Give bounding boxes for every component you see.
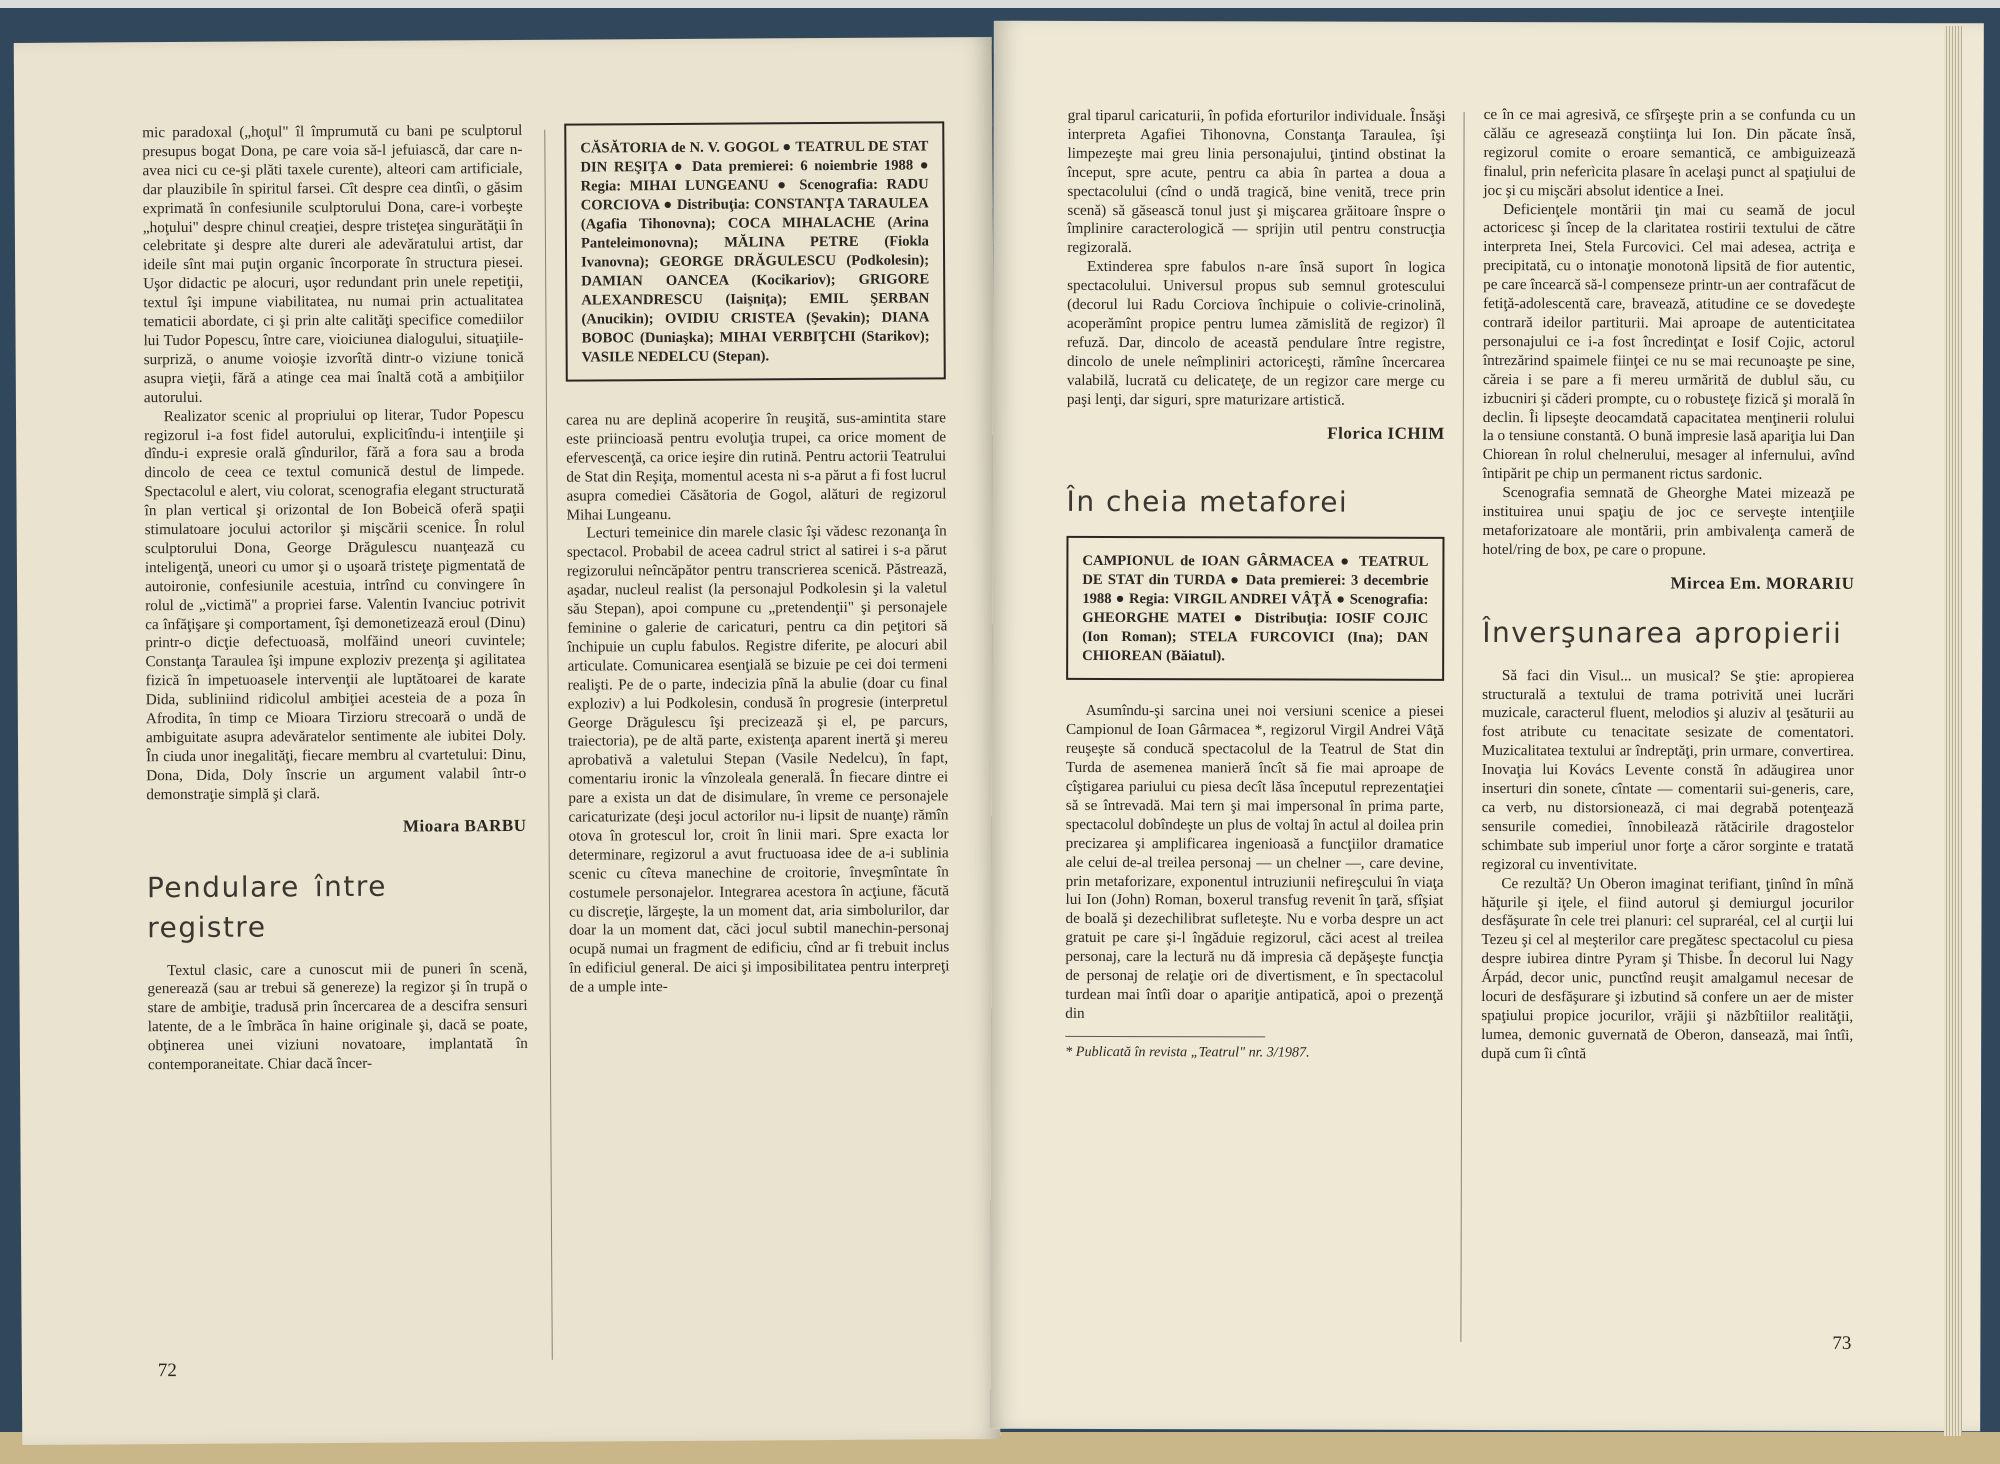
paragraph: Realizator scenic al propriului op literar, Tudor Popescu regizorul i-a fost fidel autorului, explicitîndu-i intenţiile şi dîndu-i expresie orală gîndurilor, fără a fora sau a broda dincolo de ceea ce textul comunică destul de limpede. Spectacolul e alert, viu colorat, scenografia elegant structurată în plan vertical şi orizontal de Ion Bobeică oferă spaţii stimulatoare jocului actorilor şi mişcării scenice. În rolul sculptorului Dona, George Drăgulescu nuanţează cu inteligenţă, uneori cu umor şi o uşoară tristeţe pigmentată de autoironie, confesiunile acestuia, intrînd cu convingere în rolul de „victimă" a propriei farse. Valentin Ivanciuc potrivit ca înfăţişare şi comportament, îşi demonetizează eroul (Dinu) printr-o dicţie defectuoasă, molfăind uneori cuvintele; Constanţa Taraulea îşi impune exploziv prezenţa şi agilitatea fizică în impetuoasele intervenţii ale luptătoarei de karate Dida, subliniind ridicolul ambiţiei acesteia de a poza în Afrodita, în timp ce Mioara Tirzioru strecoară o undă de ambiguitate asupra adevăratelor sentimente ale iubitei Doly. În ciuda unor inegalităţi, fiecare membru al cvartetului: Dinu, Dona, Dida, Doly înscrie un argument valabil într-o demonstraţie simplă şi clară. <box>144 405 527 803</box>
paragraph: Asumîndu-şi sarcina unei noi versiuni scenice a piesei Campionul de Ioan Gârmacea *, regizorul Virgil Andrei Vâţă reuşeşte să conducă spectacolul de la Teatrul de Stat din Turda de asemenea manieră încît să fie mai aproape de cîştigarea pariului cu piesa decît lăsa începutul reprezentaţiei să se întrevadă. Mai tern şi mai impersonal în prima parte, spectacolul dobîndeşte un plus de voltaj în actul al doilea prin precizarea şi amplificarea ingenioasă a funcţiilor dramatice ale celui de-al treilea personaj — un chelner —, care devine, prin metaforizare, exponentul intruziunii nefireşcului în viaţa lui Ion (John) Roman, boxerul transfug revenit în ţară, sfîşiat de boală şi dezechilibrat sufleteşte. Nu e vorba despre un act gratuit pe care şi-l îngăduie regizorul, căci acest al treilea personaj, care la lectură nu dă impresia că depăşeşte funcţia de personaj de relaţie ori de divertisment, e în spectacolul turdean mai întîi doar o apariţie antipatică, apoi o prezenţă din <box>1065 702 1445 1022</box>
cast-info-text: CĂSĂTORIA de N. V. GOGOL ● TEATRUL DE STAT DIN REŞIŢA ● Data premierei: 6 noiembrie 1988 ● Regia: MIHAI LUNGEANU ● Scenografia: RADU CORCIOVA ● Distribuţia: CONSTANŢA TARAULEA (Agafia Tihonovna); COCA MIHALACHE (Arina Panteleimonovna); MĂLINA PETRE (Fiokla Ivanovna); GEORGE DRĂGULESCU (Podkolesin); DAMIAN OANCEA (Kocikariov); GRIGORE ALEXANDRESCU (Iaişniţa); EMIL ŞERBAN (Anucikin); OVIDIU CRISTEA (Şevakin); DIANA BOBOC (Duniaşka); MIHAI VERBIŢCHI (Starikov); VASILE NEDELCU (Stepan). <box>580 138 930 366</box>
right-page <box>990 21 1984 1432</box>
paragraph: Să faci din Visul... un musical? Se ştie: apropierea structurală a textului de trama potrivită unei lucrări muzicale, caracterul fluent, melodios şi aluziv al ţesăturii au fost atribute cu tenacitate sesizate de comentatori. Muzicalitatea textului ar îndreptăţi, prin urmare, convertirea. Inovaţia lui Kovács Levente constă în adăugirea unor inserturi din sonete, cîntate — comentarii sui-generis, care, ca verb, nu distorsionează, ci mai degrabă potenţează sensurile comediei, înnobilează rătăcirile dragostelor schimbate sub imperiul unor forţe a căror sorginte e tratată regizoral cu inventivitate. <box>1481 666 1855 874</box>
paragraph: ce în ce mai agresivă, ce sfîrşeşte prin a se confunda cu un călău ce agresează conştiinţa lui Ion. Din păcate însă, regizorul comite o eroare semantică, ce ambiguizează finalul, prin neferìcita plasare în acelaşi punct al spaţiului de joc şi cu mişcări absolut identice a Inei. <box>1483 105 1856 200</box>
footnote: * Publicată în revista „Teatrul" nr. 3/1987. <box>1065 1043 1310 1061</box>
section-heading: Înverşunarea apropierii <box>1482 615 1843 650</box>
paragraph: Ce rezultă? Un Oberon imaginat terifiant, ţinînd în mînă hăţurile şi iţele, el fiind autorul şi demiurgul jocurilor desfăşurate în cele trei planuri: cel supraréal, cel al curţii lui Tezeu şi cel al meşterilor care pregătesc spectacolul cu piesa despre iubirea dintre Pyram şi Thisbe. În decorul lui Nagy Árpád, decor unic, punctînd reuşit amalgamul necesar de locuri de desfăşurare şi izbutind să confere un aer de mister spaţiului propice jocurilor, vrăjii şi năzbîtiilor realităţii, lumea, demonic guvernată de Oberon, dansează, mai întîi, după cum îi cîntă <box>1481 874 1854 1063</box>
right-column-2 <box>1481 106 1856 1065</box>
right-column-1 <box>1065 107 1445 1062</box>
paragraph: Extinderea spre fabulos n-are însă suport în logica spectacolului. Universul propus sub semnul grotescului (decorul lui Radu Corciova închipuie o colivie-crinolină, acoperămînt propice pentru lumea zămislită de regizor) îl refuză. Dar, dincolo de această pendulare între registre, dincolo de unele neîmpliniri actoriceşti, rămîne încercarea valabilă, lucrată cu delicateţe, de un regizor care merge cu paşi lenţi, dar siguri, spre maturizare artistică. <box>1066 258 1446 409</box>
author-signature: Florica ICHIM <box>1327 423 1445 443</box>
author-signature: Mioara BARBU <box>402 815 527 836</box>
footnote-rule <box>1065 1036 1265 1038</box>
paragraph: Lecturi temeinice din marele clasic îşi vădesc rezonanţa în spectacol. Probabil de aceea cadrul strict al satirei i s-a părut regizorului neîncăpător pentru transcrierea scenică. Păstrează, aşadar, nucleul realist (la personajul Podkolesin şi la valetul său Stepan), apoi compune cu „pretendenţii" şi personajele feminine o galerie de caricaturi, pentru ca din peţitori să închipuie un cuplu fabulos. Registre diferite, pe alocuri abil articulate. Comunicarea esenţială se bizuie pe cei doi termeni realişti. Pe de o parte, indecizia pînă la abulie (doar cu final exploziv) a lui Podkolesin, condusă în progresie (interpretul George Drăgulescu îşi precizează şi el, pe parcurs, traiectoria), pe de altă parte, existenţa aparent inertă şi mereu aprobativă a valetului Stepan (Vasile Nedelcu), în fapt, comentariu ironic la vînzoleala generală. În fiecare dintre ei pare a exista un dat de disimulare, în vreme ce personajele caricaturizate (deşi jocul actorilor nu-i lipsit de nuanţe) rămîn otova în grotescul lor, croit în linii mari. Spre exacta lor determinare, regizorul a avut fructuoasa idee de a-i sublinia scenic cu cîteva manechine de croitorie, înveşmîntate în costumele personajelor. Integrarea acestora în acţiune, făcută cu discreţie, lărgeşte, la un moment dat, aria simbolurilor, dar doar la un moment dat, căci jocul subtil manechin-personaj ocupă numai un fragment de edificiu, cînd ar fi trebuit inclus în edificiul general. De aici şi imposibilitatea pentru interpreţi de a umple inte- <box>566 522 950 996</box>
cast-info-text: CAMPIONUL de IOAN GÂRMACEA ● TEATRUL DE STAT din TURDA ● Data premierei: 3 decembrie 1988 ● Regia: VIRGIL ANDREI VÂŢĂ ● Scenografia: GHEORGHE MATEI ● Distribuţia: IOSIF COJIC (Ion Roman); STELA FURCOVICI (Ina); DAN CHIOREAN (Băiatul). <box>1082 553 1429 665</box>
author-signature: Mircea Em. MORARIU <box>1670 573 1855 593</box>
column-divider <box>544 130 553 1360</box>
cast-info-box <box>1066 536 1444 681</box>
paragraph: carea nu are deplină acoperire în reuşită, sus-amintita stare este priincioasă pentru evoluţia trupei, ca orice moment de efervescenţă, ca orice ieşire din rutină. Pentru actorii Teatrului de Stat din Reşiţa, momentul acesta ni s-a părut a fi fost lucrul asupra comediei Căsătoria de Gogol, alături de regizorul Mihai Lungeanu. <box>565 409 947 524</box>
page-number: 73 <box>1832 1332 1852 1354</box>
left-column-2 <box>564 121 949 997</box>
paragraph: mic paradoxal („hoţul" îl împrumută cu bani pe sculptorul presupus bogat Dona, pe care voia să-l jefuiască, dar care n-avea nici cu ce-şi plăti taxele curente), alteori cam artificiale, dar plauzibile în spiritul farsei. Cît despre cea dintîi, o găsim exprimată în confesiunile sculptorului Dona, care-i vorbeşte „hoţului" despre chinul creaţiei, despre tristeţea singurătăţii în celebritate şi despre alte dureri ale adevăratului artist, dar ideile sînt mai puţin organic încorporate în structura piesei. Uşor didactic pe alocuri, uşor redundant prin unele repetiţii, textul îşi impune viabilitatea, nu numai prin actualitatea tematicii abordate, ci şi prin alte calităţi specifice comediilor lui Tudor Popescu, între care, vioiciunea dialogului, situaţiile-surpriză, o anume voioşie izvorîtă dintr-o viziune tonică asupra vieţii, fără a atinge cea mai înaltă cotă a ambiţiilor autorului. <box>142 121 524 406</box>
paragraph: Deficienţele montării ţin mai cu seamă de jocul actoricesc şi încep de la claritatea rostirii textului de către interpreta Inei, Stela Furcovici. Cel mai adesea, actriţa e precipitată, cu o intonaţie monotonă lipsită de fior autentic, pe care încearcă să-l compenseze printr-un aer contrafăcut de fetiţă-adolescentă care, bravează, atitudine ce se dovedeşte contrară ideilor partiturii. Mai aproape de autenticitatea personajului ce i-a fost încredinţat e Iosif Cojic, actorul întrezărind spaimele fiinţei ce nu se mai recunoaşte pe sine, căreia i se pare a fi mereu urmărită de dublul său, cu izbucniri şi căderi prompte, cu o robusteţe fizică şi morală în declin. Îi lipseşte deocamdată capacitatea menţinerii rolului la o tensiune constantă. O bună impresie lasă apariţia lui Dan Chiorean în rolul chelnerului, mesager al infernului, avînd întipărit pe chip un permanent rictus sardonic. <box>1482 200 1856 483</box>
paragraph: Textul clasic, care a cunoscut mii de puneri în scenă, generează (sau ar trebui să genereze) la regizor şi în trupă o stare de ambiţie, tradusă prin încercarea de a descifra sensuri latente, de a le îmbrăca în haine originale şi, dacă se poate, obţinerea unei viziuni novatoare, implantată în contemporaneitate. Chiar dacă încer- <box>147 959 528 1074</box>
page-edges <box>1944 26 1962 1436</box>
paragraph: Scenografia semnată de Gheorghe Matei mizează pe instituirea unui spaţiu de joc ce serveşte intenţiile metaforizatoare ale montării, prin ambivalenţa cameră de hotel/ring de box, pe care o propune. <box>1482 484 1855 559</box>
section-heading: Pendulare între registre <box>146 869 387 944</box>
paragraph: gral tiparul caricaturii, în pofida eforturilor individuale. Însăşi interpreta Agafiei Tihonovna, Constanţa Taraulea, îşi limpezeşte mai greu linia personajului, ţintind obstinat la început, spre acute, pentru ca abia în partea a doua a spectacolului (cînd o undă tragică, bine venită, trece prin scenă) să găsească tonul just şi mişcarea grăitoare înspre o împlinire caracterologică — sprijin util pentru construcţia regizorală. <box>1067 106 1446 257</box>
column-divider <box>1460 112 1464 1342</box>
section-heading: În cheia metaforei <box>1066 485 1349 520</box>
cast-info-box <box>564 121 946 381</box>
left-column-1 <box>142 122 528 1075</box>
page-number: 72 <box>157 1360 177 1382</box>
left-page <box>14 37 1001 1445</box>
